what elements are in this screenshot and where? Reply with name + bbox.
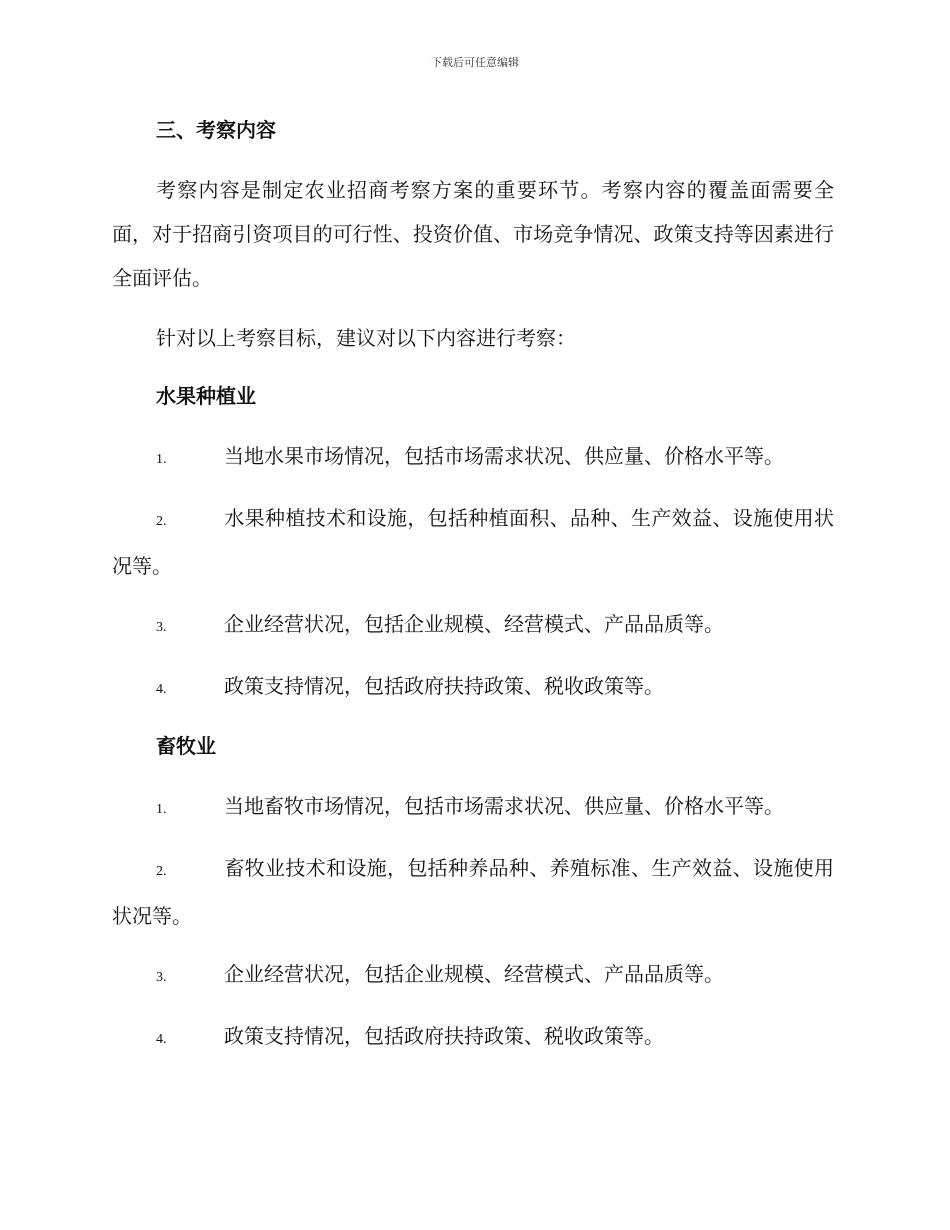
list-number: 3. bbox=[156, 970, 167, 985]
list-item bbox=[112, 664, 834, 712]
list-item bbox=[112, 784, 834, 832]
lead-paragraph: 针对以上考察目标，建议对以下内容进行考察： bbox=[156, 326, 576, 350]
list-item bbox=[112, 602, 834, 650]
list-text: 水果种植技术和设施，包括种植面积、品种、生产效益、设施使用状况等。 bbox=[112, 506, 834, 578]
list-text: 企业经营状况，包括企业规模、经营模式、产品品质等。 bbox=[224, 612, 724, 636]
section-title: 三、考察内容 bbox=[156, 118, 276, 142]
group-title: 水果种植业 bbox=[156, 384, 256, 408]
group-livestock bbox=[112, 726, 834, 1062]
list-item bbox=[112, 952, 834, 1000]
list-item bbox=[112, 434, 834, 482]
list-item bbox=[112, 846, 834, 938]
list-text: 当地水果市场情况，包括市场需求状况、供应量、价格水平等。 bbox=[224, 444, 784, 468]
list-text: 政策支持情况，包括政府扶持政策、税收政策等。 bbox=[224, 1024, 664, 1048]
list-text: 企业经营状况，包括企业规模、经营模式、产品品质等。 bbox=[224, 962, 724, 986]
list-item bbox=[112, 496, 834, 588]
intro-paragraph: 考察内容是制定农业招商考察方案的重要环节。考察内容的覆盖面需要全面，对于招商引资项目的可行性、投资价值、市场竞争情况、政策支持等因素进行全面评估。 bbox=[112, 178, 834, 290]
list-number: 2. bbox=[156, 864, 167, 879]
list-text: 当地畜牧市场情况，包括市场需求状况、供应量、价格水平等。 bbox=[224, 794, 784, 818]
document-body bbox=[112, 110, 834, 1076]
group-fruit bbox=[112, 376, 834, 712]
list-text: 政策支持情况，包括政府扶持政策、税收政策等。 bbox=[224, 674, 664, 698]
list-number: 2. bbox=[156, 514, 167, 529]
group-title: 畜牧业 bbox=[156, 734, 216, 758]
list-number: 1. bbox=[156, 802, 167, 817]
list-number: 1. bbox=[156, 452, 167, 467]
list-number: 3. bbox=[156, 620, 167, 635]
list-text: 畜牧业技术和设施，包括种养品种、养殖标准、生产效益、设施使用状况等。 bbox=[112, 856, 834, 928]
list-item bbox=[112, 1014, 834, 1062]
list-number: 4. bbox=[156, 682, 167, 697]
header-note: 下载后可任意编辑 bbox=[431, 56, 519, 69]
list-number: 4. bbox=[156, 1032, 167, 1047]
